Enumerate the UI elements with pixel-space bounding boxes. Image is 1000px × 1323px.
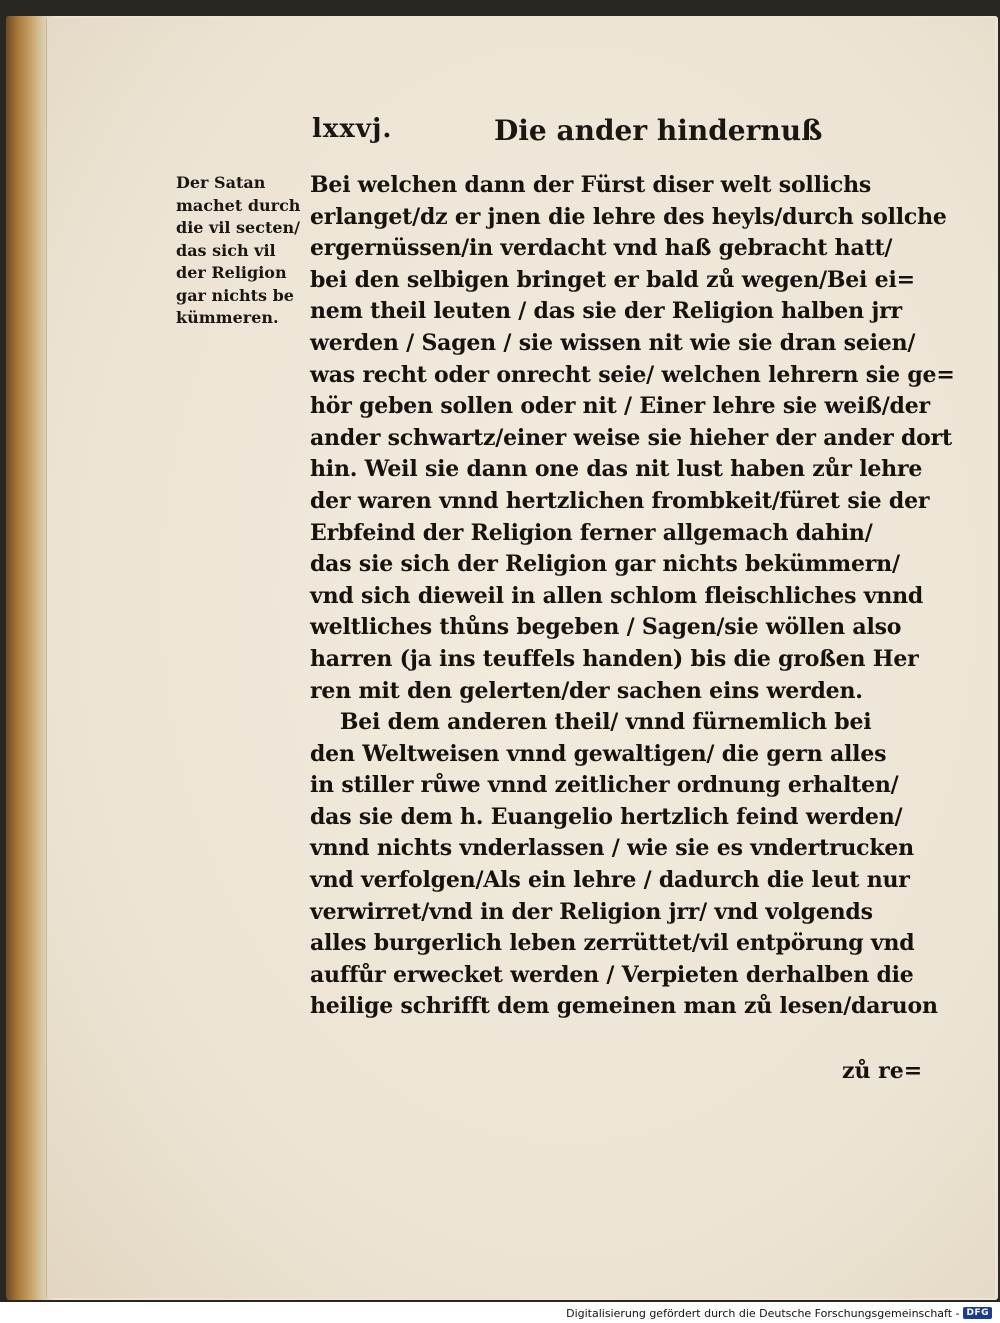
text-line: weltliches thůns begeben / Sagen/sie wöllen also <box>310 614 902 641</box>
text-line: vnd sich dieweil in allen schlom fleischliches vnnd <box>310 582 924 609</box>
text-line: Erbfeind der Religion ferner allgemach dahin/ <box>310 519 873 546</box>
marginal-line: machet durch <box>176 195 301 215</box>
text-line: Bei dem anderen theil/ vnnd fürnemlich bei <box>310 709 872 736</box>
text-line: auffůr erwecket werden / Verpieten derhalben die <box>310 961 914 988</box>
main-text-block <box>310 170 955 1023</box>
text-line: den Weltweisen vnnd gewaltigen/ die gern alles <box>310 740 887 767</box>
folio-number: lxxvj. <box>312 114 393 144</box>
text-line: erlanget/dz er jnen die lehre des heyls/durch sollche <box>310 203 947 230</box>
marginal-line: der Religion <box>176 263 287 282</box>
text-line: was recht oder onrecht seie/ welchen lehrern sie ge= <box>310 361 955 388</box>
text-line: alles burgerlich leben zerrüttet/vil entpörung vnd <box>310 930 915 957</box>
text-line: Bei welchen dann der Fürst diser welt sollichs <box>310 172 872 198</box>
marginal-line: kümmeren. <box>176 308 279 327</box>
marginal-line: das sich vil <box>176 240 276 260</box>
marginal-note <box>176 172 301 330</box>
text-line: in stiller růwe vnnd zeitlicher ordnung erhalten/ <box>310 772 899 799</box>
text-line: ander schwartz/einer weise sie hieher der ander dort <box>310 424 952 451</box>
text-line: vnnd nichts vnderlassen / wie sie es vndertrucken <box>310 835 914 862</box>
text-line: das sie dem h. Euangelio hertzlich feind werden/ <box>310 803 903 830</box>
marginal-line: Der Satan <box>176 173 266 192</box>
text-line: vnd verfolgen/Als ein lehre / dadurch die leut nur <box>310 867 910 894</box>
text-line: hin. Weil sie dann one das nit lust haben zůr lehre <box>310 456 923 483</box>
text-line: bei den selbigen bringet er bald zů wegen/Bei ei= <box>310 266 915 293</box>
text-line: harren (ja ins teuffels handen) bis die großen Her <box>310 645 919 672</box>
marginal-line: gar nichts be <box>176 285 294 305</box>
text-line: verwirret/vnd in der Religion jrr/ vnd volgends <box>310 898 873 925</box>
page-header <box>312 110 912 150</box>
text-line: ergernüssen/in verdacht vnd haß gebracht hatt/ <box>310 235 893 262</box>
catchword: zů re= <box>842 1058 923 1084</box>
footer-credit-text: Digitalisierung gefördert durch die Deutsche Forschungsgemeinschaft - <box>566 1306 960 1320</box>
dfg-logo-icon: DFG <box>963 1307 992 1319</box>
text-line: nem theil leuten / das sie der Religion halben jrr <box>310 298 902 325</box>
text-line: werden / Sagen / sie wissen nit wie sie dran seien/ <box>310 329 916 356</box>
running-title: Die ander hindernuß <box>494 114 823 147</box>
marginal-line: die vil secten/ <box>176 218 301 237</box>
digitization-footer <box>566 1305 992 1321</box>
text-line: ren mit den gelerten/der sachen eins werden. <box>310 677 863 704</box>
text-line: heilige schrifft dem gemeinen man zů lesen/daruon <box>310 993 938 1020</box>
text-line: der waren vnnd hertzlichen frombkeit/füret sie der <box>310 487 930 514</box>
text-line: das sie sich der Religion gar nichts bekümmern/ <box>310 551 900 578</box>
text-line: hör geben sollen oder nit / Einer lehre sie weiß/der <box>310 393 930 420</box>
